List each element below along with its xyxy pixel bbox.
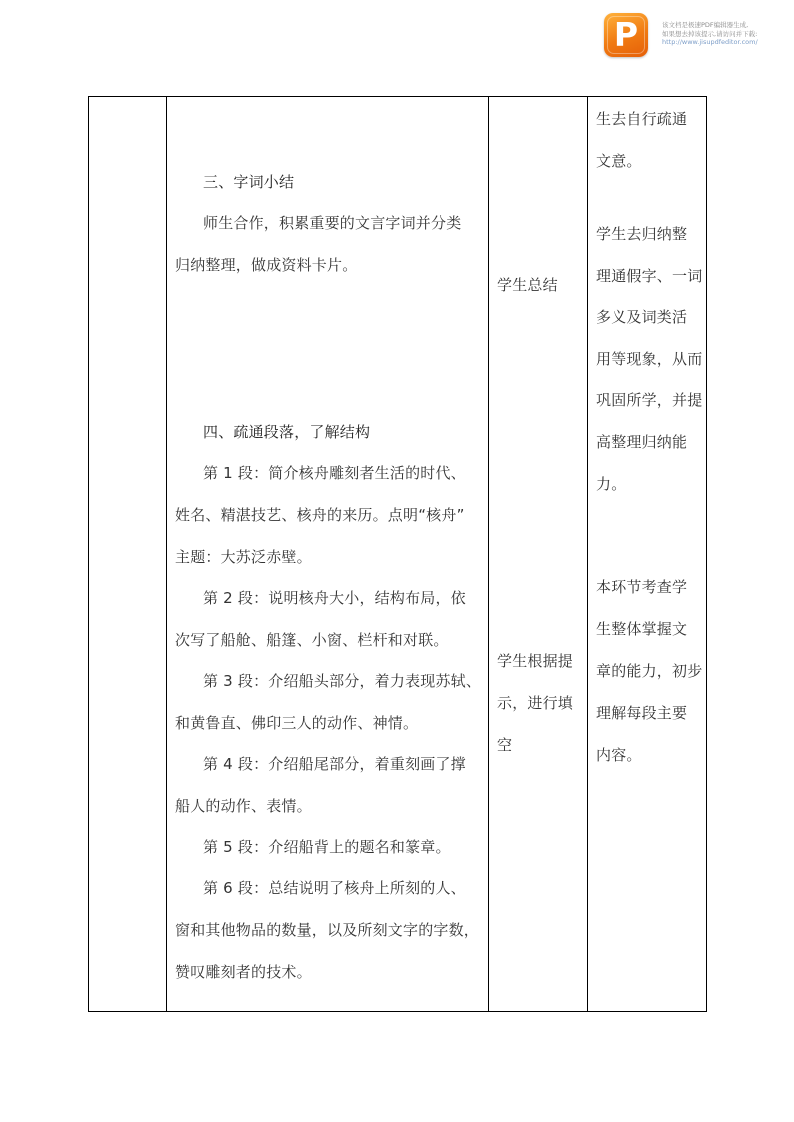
- intent-c-line-3: 章的能力，初步: [596, 662, 703, 680]
- pdf-editor-logo: [604, 13, 648, 57]
- para-1-line-3: 主题：大苏泛赤壁。: [175, 548, 312, 566]
- intent-c-line-2: 生整体掌握文: [596, 620, 688, 638]
- watermark-url[interactable]: http://www.jisupdfeditor.com/: [662, 38, 758, 46]
- intent-c-line-5: 内容。: [596, 746, 642, 764]
- para-1-line-1: 第 1 段：简介核舟雕刻者生活的时代、: [203, 464, 466, 482]
- column-divider-3: [587, 96, 588, 1012]
- watermark-line-2: 如果想去掉该提示,请访问并下载:: [662, 29, 758, 38]
- para-6-line-2: 窗和其他物品的数量，以及所刻文字的字数，: [175, 921, 480, 939]
- intent-c-line-4: 理解每段主要: [596, 704, 688, 722]
- intent-b-line-5: 巩固所学，并提: [596, 391, 703, 409]
- intent-a-line-2: 文意。: [596, 152, 642, 170]
- intent-a-line-1: 生去自行疏通: [596, 110, 688, 128]
- para-3-line-2: 和黄鲁直、佛印三人的动作、神情。: [175, 714, 419, 732]
- intent-b-line-1: 学生去归纳整: [596, 225, 688, 243]
- activity-a-line-1: 学生总结: [497, 276, 558, 294]
- section-3-line-2: 归纳整理，做成资料卡片。: [175, 256, 358, 274]
- intent-b-line-3: 多义及词类活: [596, 308, 688, 326]
- intent-c-line-1: 本环节考查学: [596, 578, 688, 596]
- logo-letter: P: [613, 15, 639, 54]
- para-2-line-1: 第 2 段：说明核舟大小，结构布局，依: [203, 589, 466, 607]
- intent-b-line-7: 力。: [596, 475, 627, 493]
- activity-b-line-3: 空: [497, 736, 513, 754]
- para-4-line-2: 船人的动作、表情。: [175, 797, 312, 815]
- activity-b-line-2: 示，进行填: [497, 694, 574, 712]
- para-4-line-1: 第 4 段：介绍船尾部分，着重刻画了撑: [203, 755, 466, 773]
- intent-b-line-2: 理通假字、一词: [596, 267, 703, 285]
- section-3-title: 三、字词小结: [203, 173, 295, 191]
- column-divider-2: [488, 96, 489, 1012]
- para-6-line-3: 赞叹雕刻者的技术。: [175, 963, 312, 981]
- activity-b-line-1: 学生根据提: [497, 652, 574, 670]
- para-6-line-1: 第 6 段：总结说明了核舟上所刻的人、: [203, 879, 466, 897]
- intent-b-line-4: 用等现象，从而: [596, 350, 703, 368]
- watermark-line-1: 该文档是极速PDF编辑器生成,: [662, 21, 749, 29]
- para-5-line-1: 第 5 段：介绍船背上的题名和篆章。: [203, 838, 451, 856]
- column-divider-1: [166, 96, 167, 1012]
- section-4-title: 四、疏通段落，了解结构: [203, 423, 371, 441]
- para-1-line-2: 姓名、精湛技艺、核舟的来历。点明“核舟”: [175, 506, 465, 524]
- section-3-line-1: 师生合作，积累重要的文言字词并分类: [203, 214, 462, 232]
- intent-b-line-6: 高整理归纳能: [596, 433, 688, 451]
- para-2-line-2: 次写了船舱、船篷、小窗、栏杆和对联。: [175, 631, 449, 649]
- watermark-text: [662, 21, 792, 47]
- para-3-line-1: 第 3 段：介绍船头部分，着力表现苏轼、: [203, 672, 482, 690]
